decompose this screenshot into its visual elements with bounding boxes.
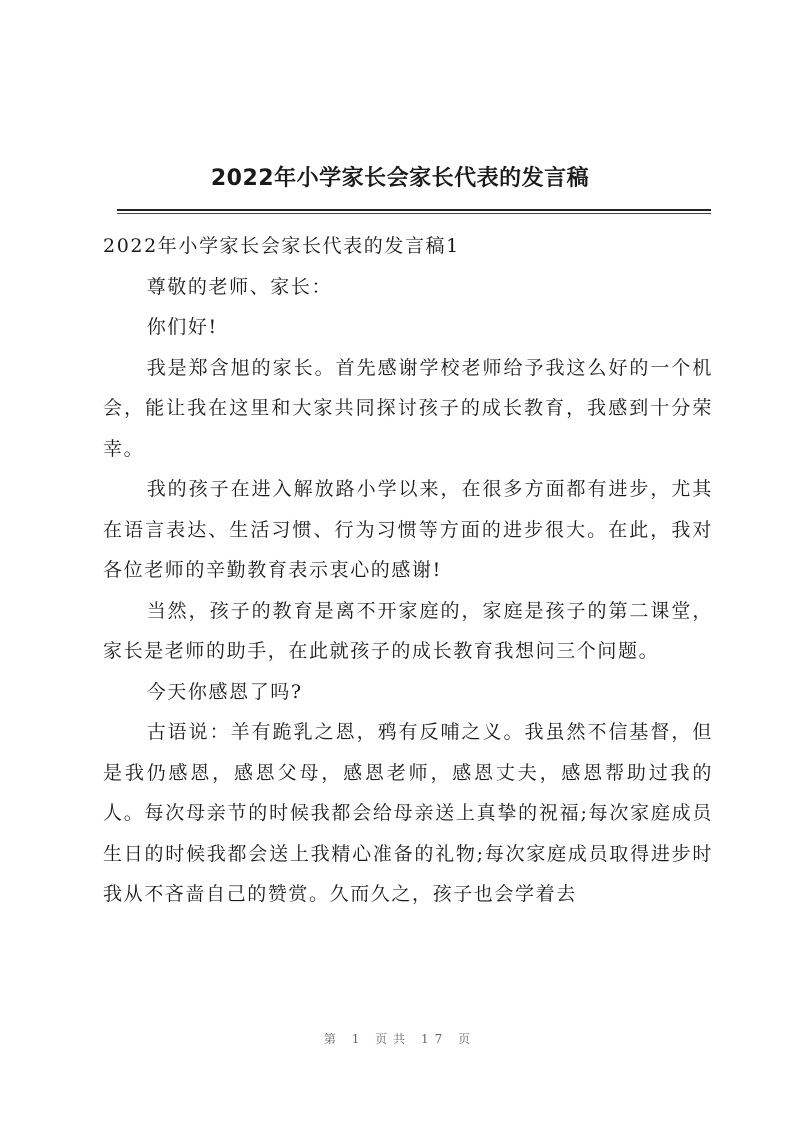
- title-divider: [117, 209, 711, 211]
- document-body: [103, 226, 713, 915]
- paragraph: 当然，孩子的教育是离不开家庭的，家庭是孩子的第二课堂，家长是老师的助手，在此就孩子的成长教育我想问三个问题。: [103, 599, 713, 662]
- section-heading: 2022年小学家长会家长代表的发言稿1: [103, 235, 460, 257]
- paragraph-question: 今天你感恩了吗?: [146, 680, 303, 703]
- document-title: 2022年小学家长会家长代表的发言稿: [210, 166, 590, 191]
- paragraph: 我是郑含旭的家长。首先感谢学校老师给予我这么好的一个机会，能让我在这里和大家共同探讨孩子的成长教育，我感到十分荣幸。: [103, 356, 713, 460]
- paragraph-greeting: 你们好!: [146, 316, 218, 338]
- paragraph: 古语说：羊有跪乳之恩，鸦有反哺之义。我虽然不信基督，但是我仍感恩，感恩父母，感恩老师，感恩丈夫，感恩帮助过我的人。每次母亲节的时候我都会给母亲送上真挚的祝福;每次家庭成员生日的时候我都会送上我精心准备的礼物;每次家庭成员取得进步时我从不吝啬自己的赞赏。久而久之，孩子也会学着去: [103, 721, 713, 905]
- paragraph-salutation: 尊敬的老师、家长：: [146, 275, 333, 298]
- paragraph: 我的孩子在进入解放路小学以来，在很多方面都有进步，尤其在语言表达、生活习惯、行为习惯等方面的进步很大。在此，我对各位老师的辛勤教育表示衷心的感谢!: [103, 478, 713, 581]
- title-divider-thin: [117, 213, 711, 214]
- page-number-footer: 第 1 页共 17 页: [323, 1032, 477, 1046]
